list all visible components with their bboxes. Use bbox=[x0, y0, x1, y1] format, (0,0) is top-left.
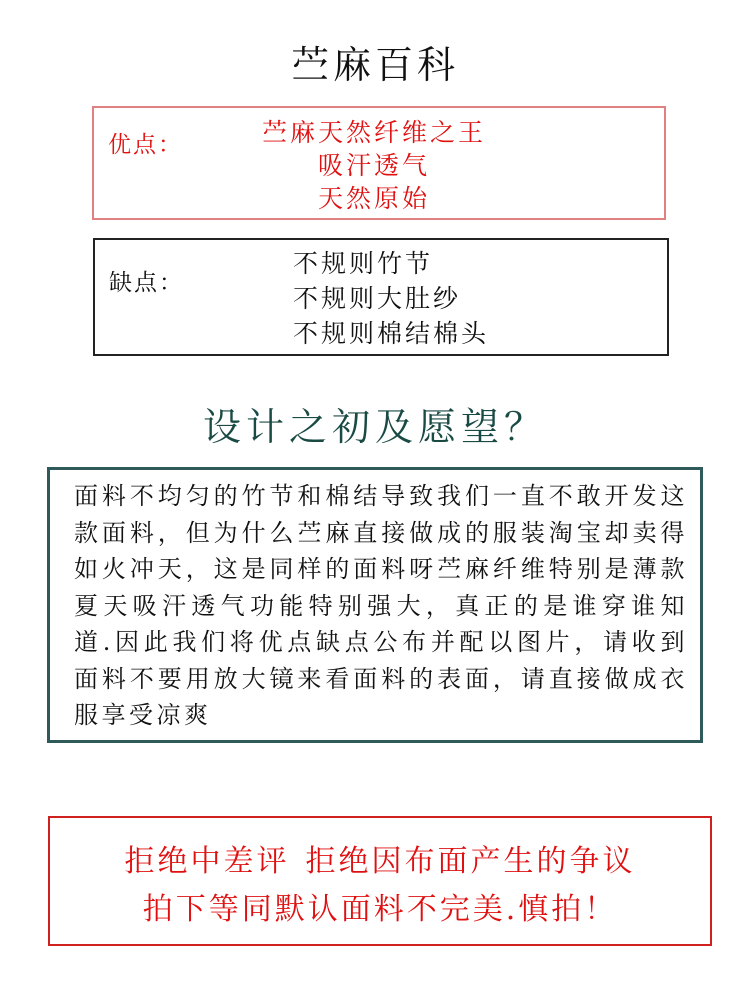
pros-item: 苎麻天然纤维之王 bbox=[261, 118, 486, 147]
design-box bbox=[47, 467, 703, 743]
cons-label: 缺点： bbox=[109, 270, 184, 296]
cons-item: 不规则大肚纱 bbox=[293, 284, 462, 313]
pros-item: 天然原始 bbox=[317, 184, 430, 213]
design-heading: 设计之初及愿望？ bbox=[202, 405, 547, 449]
cons-list bbox=[293, 246, 489, 351]
design-body: 面料不均匀的竹节和棉结导致我们一直不敢开发这款面料，但为什么苎麻直接做成的服装淘宝却卖得如火冲天，这是同样的面料呀苎麻纤维特别是薄款夏天吸汗透气功能特别强大，真正的是谁穿谁知道.因此我们将优点缺点公布并配以图片，请收到面料不要用放大镜来看面料的表面，请直接做成衣服享受凉爽 bbox=[74, 482, 688, 729]
pros-item: 吸汗透气 bbox=[317, 151, 430, 180]
cons-item: 不规则竹节 bbox=[293, 249, 434, 278]
pros-label: 优点： bbox=[108, 132, 183, 158]
warning-line-1 bbox=[50, 836, 710, 880]
cons-item: 不规则棉结棉头 bbox=[293, 319, 490, 348]
pros-list bbox=[204, 116, 544, 215]
warning-box bbox=[48, 816, 712, 946]
warning-line-2: 拍下等同默认面料不完美.慎拍！ bbox=[142, 892, 618, 927]
warning-text-1a: 拒绝中差评 bbox=[124, 844, 290, 879]
cons-box bbox=[93, 238, 669, 356]
pros-box bbox=[92, 106, 666, 220]
warning-text-1b: 拒绝因布面产生的争议 bbox=[305, 844, 636, 879]
page-title: 苎麻百科 bbox=[290, 43, 459, 87]
